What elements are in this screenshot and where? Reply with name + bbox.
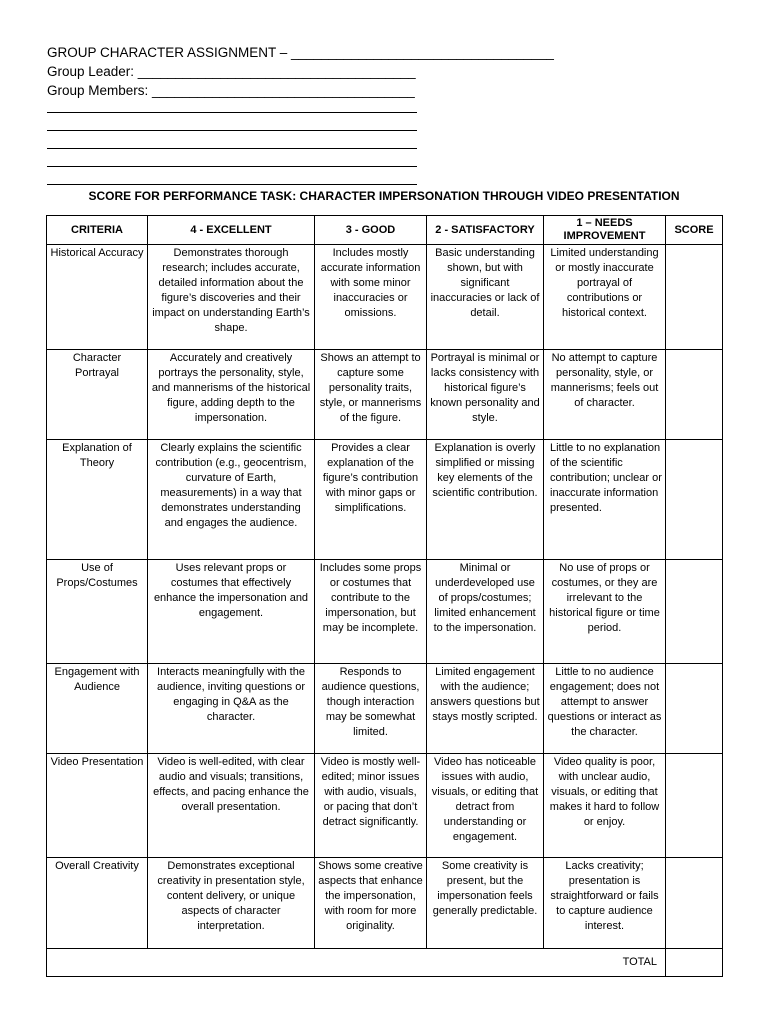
member-blank-line	[47, 166, 417, 167]
score-cell[interactable]	[666, 440, 723, 560]
total-row	[47, 949, 723, 977]
header-row	[47, 216, 723, 245]
table-row	[47, 440, 723, 560]
excellent-cell: Clearly explains the scientific contribution (e.g., geocentrism, curvature of Earth, measurements) in a way that demonstrates understanding and engages the audience.	[148, 440, 315, 560]
group-leader-line: Group Leader: _____________________________________	[47, 64, 416, 79]
criteria-cell: Use of Props/Costumes	[47, 560, 148, 664]
header-satisfactory: 2 - SATISFACTORY	[427, 216, 544, 245]
criteria-cell: Overall Creativity	[47, 858, 148, 949]
header-good: 3 - GOOD	[315, 216, 427, 245]
score-cell[interactable]	[666, 858, 723, 949]
table-row	[47, 245, 723, 350]
satisfactory-cell: Basic understanding shown, but with significant inaccuracies or lack of detail.	[427, 245, 544, 350]
satisfactory-cell: Minimal or underdeveloped use of props/costumes; limited enhancement to the impersonation.	[427, 560, 544, 664]
criteria-cell: Historical Accuracy	[47, 245, 148, 350]
table-row	[47, 350, 723, 440]
needs-improvement-cell: Little to no explanation of the scientific contribution; unclear or inaccurate information presented.	[544, 440, 666, 560]
criteria-cell: Character Portrayal	[47, 350, 148, 440]
criteria-cell: Video Presentation	[47, 754, 148, 858]
score-cell[interactable]	[666, 350, 723, 440]
header-excellent: 4 - EXCELLENT	[148, 216, 315, 245]
criteria-cell: Engagement with Audience	[47, 664, 148, 754]
good-cell: Includes mostly accurate information with some minor inaccuracies or omissions.	[315, 245, 427, 350]
satisfactory-cell: Limited engagement with the audience; answers questions but stays mostly scripted.	[427, 664, 544, 754]
satisfactory-cell: Some creativity is present, but the impersonation feels generally predictable.	[427, 858, 544, 949]
table-row	[47, 664, 723, 754]
total-label: TOTAL	[47, 949, 666, 977]
good-cell: Includes some props or costumes that contribute to the impersonation, but may be incomplete.	[315, 560, 427, 664]
table-row	[47, 560, 723, 664]
rubric-table	[46, 215, 723, 977]
total-score-cell[interactable]	[666, 949, 723, 977]
needs-improvement-cell: Lacks creativity; presentation is straightforward or fails to capture audience interest.	[544, 858, 666, 949]
table-row	[47, 754, 723, 858]
score-cell[interactable]	[666, 754, 723, 858]
member-blank-line	[47, 112, 417, 113]
good-cell: Provides a clear explanation of the figure’s contribution with minor gaps or simplifications.	[315, 440, 427, 560]
task-title: SCORE FOR PERFORMANCE TASK: CHARACTER IMPERSONATION THROUGH VIDEO PRESENTATION	[88, 189, 680, 203]
needs-improvement-cell: Video quality is poor, with unclear audio, visuals, or editing that makes it hard to follow or enjoy.	[544, 754, 666, 858]
member-blank-line	[47, 148, 417, 149]
needs-improvement-cell: Limited understanding or mostly inaccurate portrayal of contributions or historical context.	[544, 245, 666, 350]
good-cell: Video is mostly well-edited; minor issues with audio, visuals, or pacing that don’t detract significantly.	[315, 754, 427, 858]
good-cell: Shows some creative aspects that enhance the impersonation, with room for more originality.	[315, 858, 427, 949]
score-cell[interactable]	[666, 560, 723, 664]
excellent-cell: Interacts meaningfully with the audience, inviting questions or engaging in Q&A as the character.	[148, 664, 315, 754]
needs-improvement-cell: Little to no audience engagement; does not attempt to answer questions or interact as the character.	[544, 664, 666, 754]
member-blank-line	[47, 184, 417, 185]
satisfactory-cell: Explanation is overly simplified or missing key elements of the scientific contribution.	[427, 440, 544, 560]
member-blank-line	[47, 130, 417, 131]
satisfactory-cell: Video has noticeable issues with audio, visuals, or editing that detract from understanding or engagement.	[427, 754, 544, 858]
header-needs-improvement: 1 – NEEDS IMPROVEMENT	[544, 216, 666, 245]
satisfactory-cell: Portrayal is minimal or lacks consistency with historical figure’s known personality and style.	[427, 350, 544, 440]
score-cell[interactable]	[666, 664, 723, 754]
needs-improvement-cell: No attempt to capture personality, style, or mannerisms; feels out of character.	[544, 350, 666, 440]
header-score: SCORE	[666, 216, 723, 245]
excellent-cell: Demonstrates exceptional creativity in presentation style, content delivery, or unique aspects of character interpretation.	[148, 858, 315, 949]
excellent-cell: Uses relevant props or costumes that effectively enhance the impersonation and engagement.	[148, 560, 315, 664]
good-cell: Shows an attempt to capture some personality traits, style, or mannerisms of the figure.	[315, 350, 427, 440]
excellent-cell: Accurately and creatively portrays the personality, style, and mannerisms of the historical figure, adding depth to the impersonation.	[148, 350, 315, 440]
good-cell: Responds to audience questions, though interaction may be somewhat limited.	[315, 664, 427, 754]
criteria-cell: Explanation of Theory	[47, 440, 148, 560]
table-row	[47, 858, 723, 949]
assignment-line: GROUP CHARACTER ASSIGNMENT – ___________________________________	[47, 45, 554, 60]
header-criteria: CRITERIA	[47, 216, 148, 245]
needs-improvement-cell: No use of props or costumes, or they are irrelevant to the historical figure or time period.	[544, 560, 666, 664]
excellent-cell: Video is well-edited, with clear audio and visuals; transitions, effects, and pacing enhance the overall presentation.	[148, 754, 315, 858]
excellent-cell: Demonstrates thorough research; includes accurate, detailed information about the figure’s discoveries and their impact on understanding Earth’s shape.	[148, 245, 315, 350]
group-members-line: Group Members: ___________________________________	[47, 83, 415, 98]
score-cell[interactable]	[666, 245, 723, 350]
